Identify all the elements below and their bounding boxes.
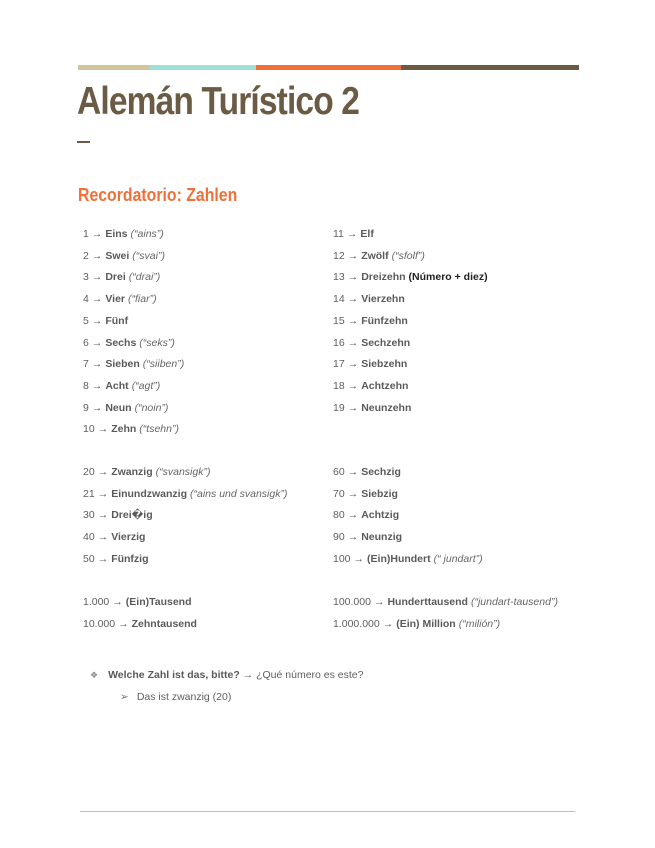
german-word: Achtzig [361, 509, 400, 522]
german-word: Sechzig [361, 466, 401, 478]
german-word: Zehntausend [131, 618, 197, 630]
number-entry [83, 270, 160, 284]
pronunciation: (“noin”) [134, 401, 169, 414]
number-entry [333, 270, 488, 284]
number-value: 11 [333, 228, 344, 240]
number-entry [83, 401, 168, 415]
number-entry [83, 379, 160, 393]
answer-text: Das ist zwanzig (20) [136, 691, 232, 703]
german-word: Neun [105, 401, 132, 414]
german-word: Siebzehn [361, 358, 408, 371]
german-word: Dreizehn [361, 271, 406, 284]
german-word: Hunderttausend [387, 596, 468, 608]
arrow-icon: → [97, 552, 109, 565]
german-word: Neunzig [361, 531, 403, 544]
number-entry [333, 595, 558, 609]
diamond-bullet-icon: ❖ [90, 670, 99, 680]
number-value: 30 [83, 509, 95, 522]
pronunciation: (“ jundart”) [433, 552, 483, 565]
arrow-icon: → [347, 487, 359, 500]
number-entry [83, 357, 184, 371]
number-entry [333, 552, 483, 566]
arrow-icon: → [91, 228, 103, 240]
number-entry [333, 227, 374, 241]
number-value: 3 [83, 271, 89, 284]
arrow-icon: → [97, 531, 109, 544]
pronunciation: (“fiar”) [128, 293, 157, 306]
pronunciation: (“seks”) [139, 336, 175, 349]
number-value: 70 [333, 487, 345, 500]
number-entry [83, 314, 128, 328]
number-entry [333, 379, 408, 393]
arrow-icon: → [347, 466, 359, 478]
number-value: 80 [333, 509, 345, 522]
question-text: Welche Zahl ist das, bitte? [108, 669, 240, 681]
number-value: 60 [333, 466, 345, 478]
number-note: (Número + diez) [408, 271, 488, 284]
pronunciation: (“ains”) [130, 228, 164, 240]
arrow-icon: → [347, 271, 359, 284]
question-bullet [90, 668, 363, 682]
arrow-icon: → [347, 336, 359, 349]
german-word: (Ein)Tausend [125, 596, 192, 608]
number-value: 2 [83, 249, 89, 262]
arrow-icon: → [347, 379, 359, 392]
arrow-icon: → [91, 336, 103, 349]
number-value: 90 [333, 531, 345, 544]
number-entry [333, 401, 411, 415]
number-value: 8 [83, 379, 89, 392]
header-bar-tan [78, 65, 150, 70]
number-entry [83, 487, 287, 501]
arrow-icon: → [347, 314, 359, 327]
german-word: Drei [105, 271, 126, 284]
number-value: 13 [333, 271, 345, 284]
german-word: Vierzehn [361, 293, 405, 306]
german-word: Einundzwanzig [111, 487, 188, 500]
header-bar-brown [401, 65, 579, 70]
number-entry [83, 508, 153, 522]
number-entry [83, 530, 145, 544]
german-word: Elf [360, 228, 374, 240]
arrow-icon: → [91, 293, 103, 306]
number-value: 100.000 [333, 596, 371, 608]
german-word: Fünfzehn [361, 314, 408, 327]
arrowhead-bullet-icon: ➢ [120, 691, 129, 703]
number-value: 18 [333, 379, 345, 392]
arrow-icon: → [346, 228, 358, 240]
number-value: 19 [333, 401, 345, 414]
number-value: 1.000 [83, 596, 110, 608]
pronunciation: (“tsehn”) [139, 423, 179, 436]
pronunciation: (“drai”) [128, 271, 161, 284]
title-divider [77, 141, 90, 143]
arrow-icon: → [347, 249, 359, 262]
number-entry [333, 617, 500, 631]
arrow-icon: → [242, 669, 254, 681]
arrow-icon: → [347, 531, 359, 544]
arrow-icon: → [373, 596, 385, 608]
german-word: Sechs [105, 336, 137, 349]
german-word: Eins [105, 228, 128, 240]
number-entry [83, 422, 179, 436]
german-word: (Ein) Million [396, 618, 456, 630]
number-value: 17 [333, 358, 345, 371]
arrow-icon: → [118, 618, 129, 630]
arrow-icon: → [97, 466, 109, 478]
arrow-icon: → [97, 423, 109, 436]
arrow-icon: → [97, 509, 109, 522]
arrow-icon: → [91, 401, 103, 414]
german-word: Acht [105, 379, 129, 392]
german-word: Sieben [105, 358, 140, 371]
footer-divider [80, 811, 575, 812]
arrow-icon: → [91, 314, 103, 327]
pronunciation: (“siiben”) [142, 358, 185, 371]
german-word: Vierzig [111, 531, 146, 544]
number-value: 20 [83, 466, 95, 478]
number-value: 100 [333, 552, 351, 565]
section-title: Recordatorio: Zahlen [78, 185, 238, 205]
number-entry [333, 465, 401, 479]
german-word: Neunzehn [361, 401, 412, 414]
pronunciation: (“svai”) [132, 249, 165, 262]
number-value: 1.000.000 [333, 618, 380, 630]
number-value: 9 [83, 401, 89, 414]
number-entry [333, 249, 425, 263]
german-word: Zwanzig [111, 466, 153, 478]
arrow-icon: → [91, 379, 103, 392]
header-bar-teal [150, 65, 256, 70]
arrow-icon: → [347, 293, 359, 306]
pronunciation: (“jundart-tausend”) [470, 596, 558, 608]
german-word: Fünf [105, 314, 129, 327]
arrow-icon: → [97, 487, 109, 500]
number-value: 21 [83, 487, 95, 500]
number-value: 6 [83, 336, 89, 349]
number-entry [333, 314, 408, 328]
german-word: Achtzehn [361, 379, 409, 392]
number-entry [83, 552, 149, 566]
number-entry [83, 336, 175, 350]
arrow-icon: → [353, 552, 365, 565]
number-value: 16 [333, 336, 345, 349]
number-value: 10.000 [83, 618, 116, 630]
answer-sub-bullet [120, 690, 231, 704]
german-word: Siebzig [361, 487, 398, 500]
german-word: Zwölf [361, 249, 389, 262]
pronunciation: (“sfolf”) [391, 249, 425, 262]
number-value: 14 [333, 293, 345, 306]
arrow-icon: → [382, 618, 394, 630]
arrow-icon: → [91, 249, 103, 262]
number-entry [333, 508, 399, 522]
number-value: 12 [333, 249, 345, 262]
arrow-icon: → [112, 596, 123, 608]
number-entry [333, 487, 398, 501]
german-word: Vier [105, 293, 126, 306]
german-word: Drei�ig [111, 509, 153, 522]
number-entry [333, 292, 405, 306]
number-value: 40 [83, 531, 95, 544]
pronunciation: (“ains und svansigk”) [190, 487, 288, 500]
number-entry [83, 292, 157, 306]
arrow-icon: → [91, 358, 103, 371]
number-entry [83, 227, 164, 241]
number-value: 7 [83, 358, 89, 371]
german-word: Sechzehn [361, 336, 411, 349]
pronunciation: (“agt”) [131, 379, 161, 392]
arrow-icon: → [347, 509, 359, 522]
number-entry [83, 465, 210, 479]
number-entry [83, 595, 192, 609]
number-entry [83, 617, 197, 631]
pronunciation: (“svansigk”) [155, 466, 211, 478]
german-word: Swei [105, 249, 130, 262]
question-translation: ¿Qué número es este? [256, 669, 364, 681]
arrow-icon: → [347, 358, 359, 371]
number-value: 4 [83, 293, 89, 306]
header-bar-orange [256, 65, 401, 70]
german-word: Zehn [111, 423, 137, 436]
arrow-icon: → [347, 401, 359, 414]
number-entry [333, 530, 402, 544]
number-entry [333, 336, 410, 350]
german-word: (Ein)Hundert [367, 552, 431, 565]
german-word: Fünfzig [111, 552, 149, 565]
number-value: 50 [83, 552, 95, 565]
pronunciation: (“milión”) [458, 618, 501, 630]
arrow-icon: → [91, 271, 103, 284]
page-title: Alemán Turístico 2 [77, 80, 360, 123]
number-entry [333, 357, 407, 371]
number-value: 10 [83, 423, 95, 436]
number-value: 15 [333, 314, 345, 327]
number-value: 1 [83, 228, 89, 240]
number-value: 5 [83, 314, 89, 327]
number-entry [83, 249, 165, 263]
